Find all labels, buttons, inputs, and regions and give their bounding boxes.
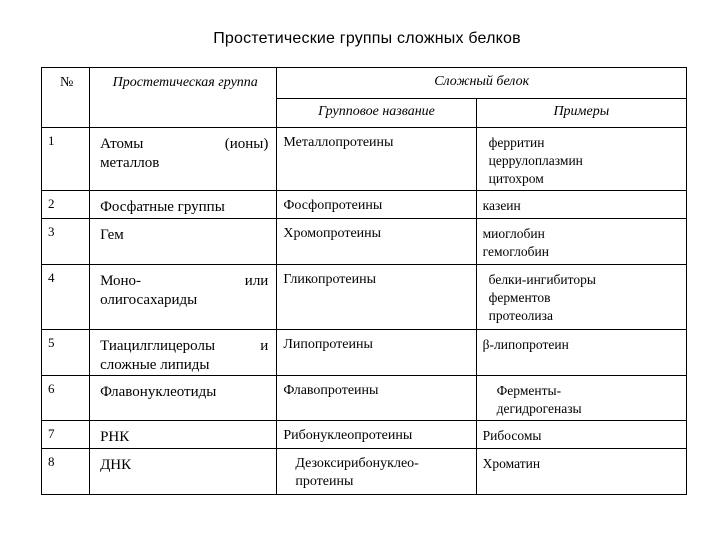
table-row — [42, 191, 687, 219]
row-examples — [476, 449, 686, 495]
row-number: 4 — [42, 265, 90, 330]
example-item: протеолиза — [488, 308, 553, 323]
table-row — [42, 449, 687, 495]
example-item: белки-ингибиторы — [488, 272, 596, 287]
row-name-line: протеины — [295, 474, 354, 489]
row-group: РНК — [90, 421, 277, 449]
row-number: 1 — [42, 128, 90, 191]
table-row — [42, 421, 687, 449]
row-name — [277, 449, 476, 495]
example-item: ферритин — [488, 135, 545, 150]
table-row — [42, 376, 687, 421]
row-number: 8 — [42, 449, 90, 495]
example-item: β-липопротеин — [482, 337, 569, 352]
row-examples — [476, 219, 686, 265]
row-group — [90, 330, 277, 376]
row-group: Гем — [90, 219, 277, 265]
example-item: дегидрогеназы — [496, 401, 582, 416]
row-name: Рибонуклеопротеины — [277, 421, 476, 449]
header-number: № — [42, 68, 90, 128]
row-name: Металлопротеины — [277, 128, 476, 191]
example-item: казеин — [482, 198, 521, 213]
header-row-1 — [42, 68, 687, 99]
example-item: миоглобин — [482, 226, 545, 241]
row-group-line: Атомы (ионы) — [100, 136, 269, 152]
table-row — [42, 330, 687, 376]
table-row — [42, 128, 687, 191]
row-group-line: Моно- или — [100, 273, 269, 289]
row-name: Гликопротеины — [277, 265, 476, 330]
row-name-line: Дезоксирибонуклео- — [295, 456, 419, 471]
row-group — [90, 265, 277, 330]
row-group-line: сложные липиды — [100, 357, 210, 373]
row-name: Фосфопротеины — [277, 191, 476, 219]
page-title: Простетические группы сложных белков — [213, 30, 521, 47]
example-item: цитохром — [488, 171, 544, 186]
row-examples — [476, 128, 686, 191]
row-name: Флавопротеины — [277, 376, 476, 421]
row-group-line: Тиацилглицеролы и — [100, 338, 269, 354]
row-examples — [476, 421, 686, 449]
header-complex-protein: Сложный белок — [277, 68, 687, 99]
example-item: Рибосомы — [482, 428, 542, 443]
row-examples — [476, 376, 686, 421]
row-number: 3 — [42, 219, 90, 265]
row-examples — [476, 330, 686, 376]
row-number: 5 — [42, 330, 90, 376]
row-examples — [476, 265, 686, 330]
example-item: ферментов — [488, 290, 551, 305]
row-number: 2 — [42, 191, 90, 219]
row-group-line: металлов — [100, 155, 160, 171]
example-item: Хроматин — [482, 456, 541, 471]
row-group: ДНК — [90, 449, 277, 495]
header-prosthetic-group-text: Простетическая группа — [112, 75, 258, 90]
table-row — [42, 219, 687, 265]
row-group: Флавонуклеотиды — [90, 376, 277, 421]
header-group-name: Групповое название — [277, 99, 476, 128]
row-group: Фосфатные группы — [90, 191, 277, 219]
row-number: 6 — [42, 376, 90, 421]
example-item: Ферменты- — [496, 383, 562, 398]
header-examples: Примеры — [476, 99, 686, 128]
row-name: Хромопротеины — [277, 219, 476, 265]
example-item: церрулоплазмин — [488, 153, 583, 168]
row-name: Липопротеины — [277, 330, 476, 376]
row-number: 7 — [42, 421, 90, 449]
row-group-line: олигосахариды — [100, 292, 198, 308]
row-examples — [476, 191, 686, 219]
table-row — [42, 265, 687, 330]
example-item: гемоглобин — [482, 244, 549, 259]
header-prosthetic-group — [90, 68, 277, 128]
proteins-table — [41, 67, 687, 495]
row-group — [90, 128, 277, 191]
